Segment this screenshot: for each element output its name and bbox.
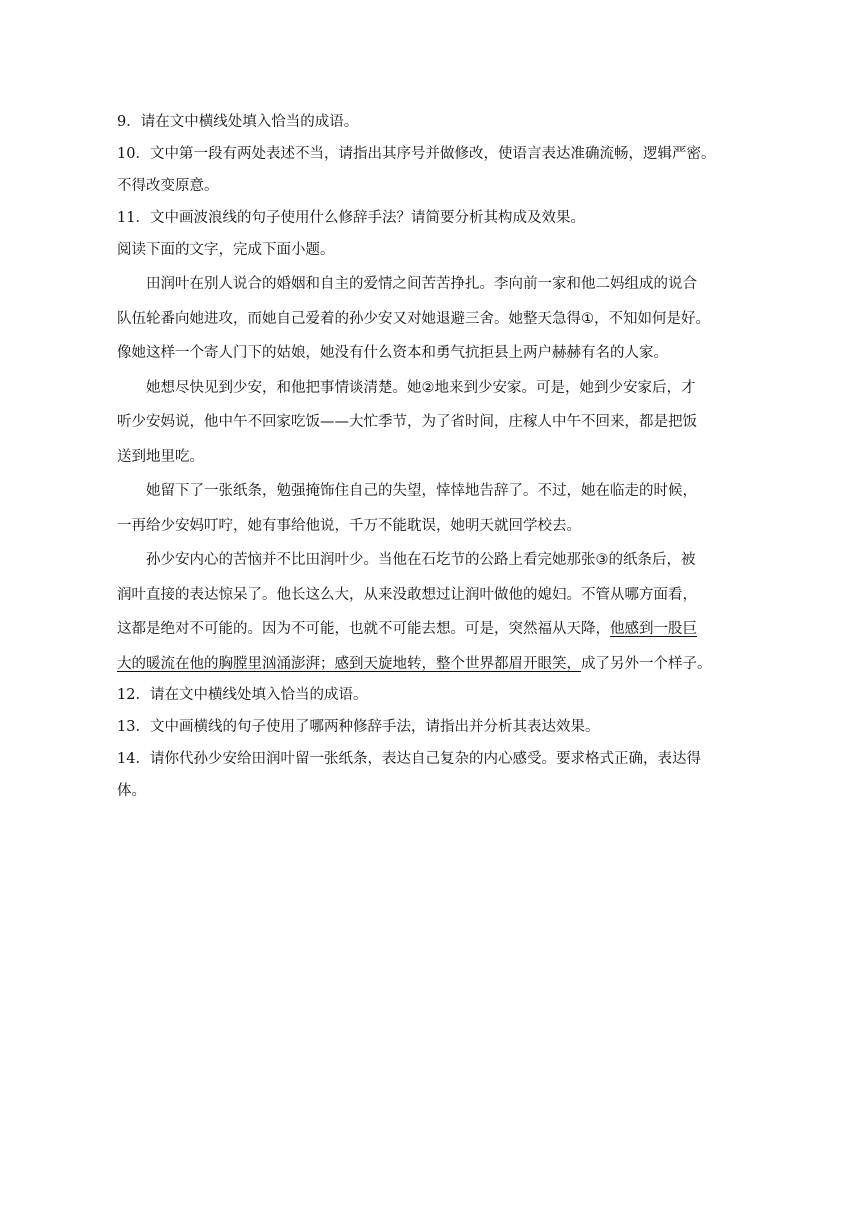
passage-p1-line3: 像她这样一个寄人门下的姑娘，她没有什么资本和勇气抗拒县上两户赫赫有名的人家。 xyxy=(117,345,668,361)
passage-p4-line2: 润叶直接的表达惊呆了。他长这么大，从来没敢想过让润叶做他的媳妇。不管从哪方面看， xyxy=(117,586,697,603)
passage-p3-line2: 一再给少安妈叮咛，她有事给他说，千万不能耽误，她明天就回学校去。 xyxy=(117,517,581,534)
question-14-cont: 体。 xyxy=(117,783,146,799)
passage-p4-line1: 孙少安内心的苦恼并不比田润叶少。当他在石圪节的公路上看完她那张③的纸条后，被 xyxy=(146,552,696,568)
passage-p1-line1: 田润叶在别人说合的婚姻和自主的爱情之间苦苦挣扎。李向前一家和他二妈组成的说合 xyxy=(146,276,697,292)
passage-p4-line3 xyxy=(117,612,741,647)
passage-p4-line3-text: 这都是绝对不可能的。因为不可能，也就不可能去想。可是，突然福从天降， xyxy=(117,621,610,637)
underlined-sentence-part1: 他感到一股巨 xyxy=(610,621,697,637)
passage-p1-line2: 队伍轮番向她进攻，而她自己爱着的孙少安又对她退避三舍。她整天急得①，不知如何是好。 xyxy=(117,310,710,327)
underlined-sentence-part2: 大的暖流在他的胸膛里汹涌澎湃；感到天旋地转，整个世界都眉开眼笑， xyxy=(117,655,581,672)
question-10-cont: 不得改变原意。 xyxy=(117,178,219,194)
question-14: 14．请你代孙少安给田润叶留一张纸条，表达自己复杂的内心感受。要求格式正确，表达得 xyxy=(117,751,701,767)
reading-intro: 阅读下面的文字，完成下面小题。 xyxy=(117,242,335,258)
question-9: 9．请在文中横线处填入恰当的成语。 xyxy=(117,114,359,130)
passage-p4-tail: 成了另外一个样子。 xyxy=(581,655,712,672)
question-10: 10．文中第一段有两处表述不当，请指出其序号并做修改，使语言表达准确流畅，逻辑严密。 xyxy=(117,146,716,162)
passage-p4-line4 xyxy=(117,647,741,682)
question-13: 13．文中画横线的句子使用了哪两种修辞手法，请指出并分析其表达效果。 xyxy=(117,719,600,735)
question-12: 12．请在文中横线处填入恰当的成语。 xyxy=(117,687,368,703)
passage-p2-line1: 她想尽快见到少安，和他把事情谈清楚。她②地来到少安家。可是，她到少安家后，才 xyxy=(146,379,696,396)
passage-p2-line2: 听少安妈说，他中午不回家吃饭——大忙季节，为了省时间，庄稼人中午不回来，都是把饭 xyxy=(117,414,697,430)
document-content xyxy=(117,108,741,806)
passage-p2-line3: 送到地里吃。 xyxy=(117,448,204,465)
passage-p3-line1: 她留下了一张纸条，勉强掩饰住自己的失望，悻悻地告辞了。不过，她在临走的时候， xyxy=(146,483,697,499)
question-11: 11．文中画波浪线的句子使用什么修辞手法？请简要分析其构成及效果。 xyxy=(117,210,585,226)
